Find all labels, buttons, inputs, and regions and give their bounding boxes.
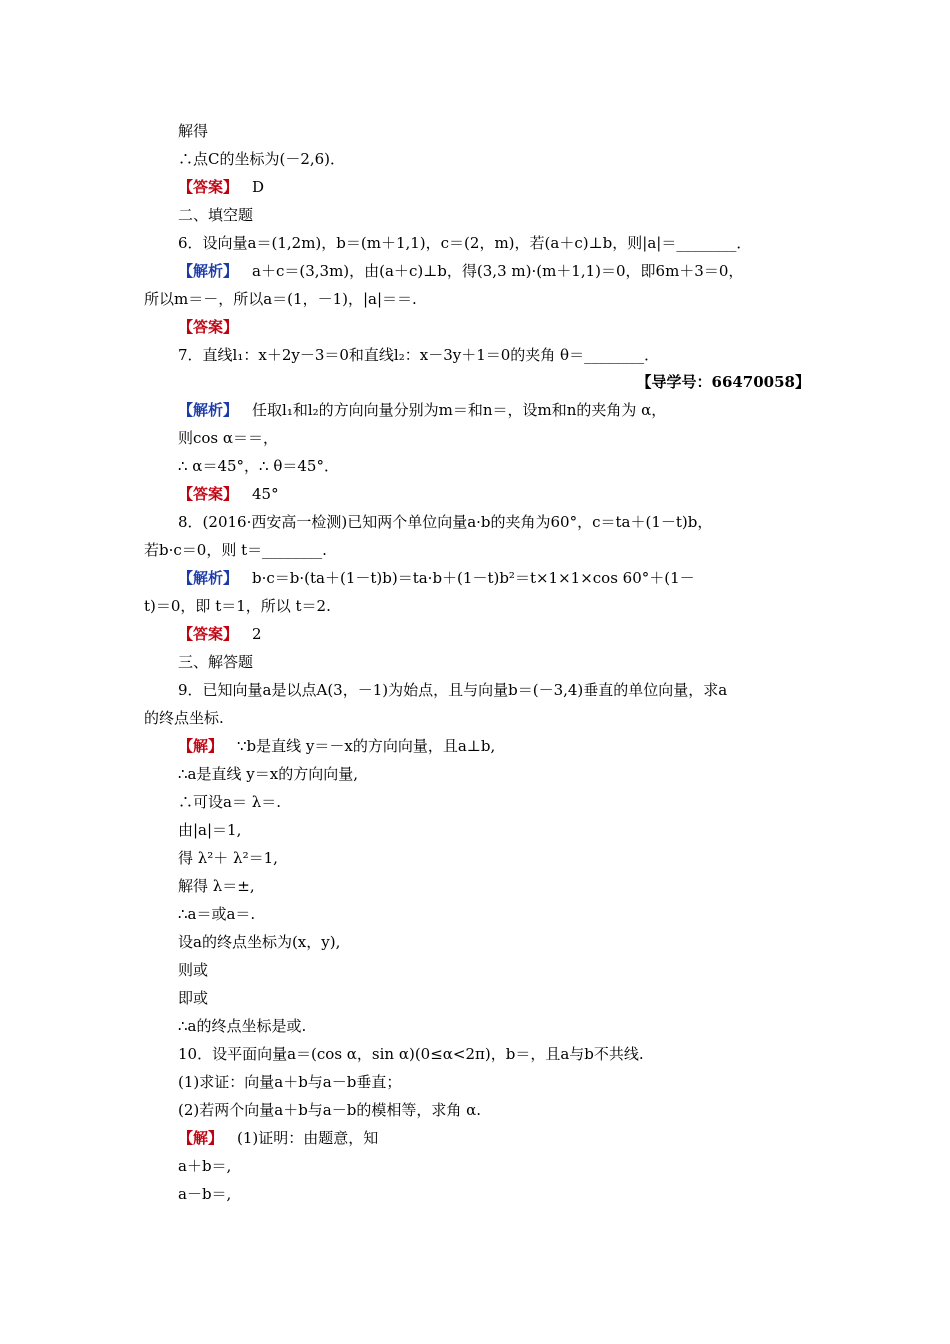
text-line: ∴ α＝45°，∴ θ＝45°． [178,457,339,475]
question-line: 10．设平面向量a＝(cos α，sin α)(0≤α<2π)，b＝，且a与b不共线. [178,1045,644,1063]
text-line: (2)若两个向量a＋b与a－b的模相等，求角 α. [178,1101,482,1119]
answer-text: D [252,178,265,196]
text-line: 若b·c＝0，则 t＝________. [144,541,327,559]
answer-tag: 【答案】 [178,178,239,196]
answer-tag: 【答案】 [178,318,239,336]
analysis-tag: 【解析】 [178,401,239,419]
text-line: ∴a是直线 y＝x的方向向量, [178,765,358,783]
text-line: 则cos α＝＝， [178,429,279,447]
text-line: a－b＝, [178,1185,232,1203]
text-line: (1)求证：向量a＋b与a－b垂直； [178,1073,402,1091]
text-line: 由|a|＝1, [178,821,242,839]
answer-line [178,176,264,198]
solution-line [178,735,495,757]
analysis-line [178,567,695,589]
question-line: 6．设向量a＝(1,2m)，b＝(m＋1,1)，c＝(2，m)，若(a＋c)⊥b，则|a|＝________． [178,234,752,252]
question-line: 8．(2016·西安高一检测)已知两个单位向量a·b的夹角为60°，c＝ta＋(1－t)b， [178,513,713,531]
analysis-line [178,399,666,421]
solution-tag: 【解】 [178,737,224,755]
analysis-tag: 【解析】 [178,262,239,280]
text-line: 即或 [178,989,209,1007]
text-line: 所以m＝－，所以a＝(1，－1)，|a|＝＝. [144,290,417,308]
text-line: 得 λ²＋ λ²＝1, [178,849,278,867]
text-line: t)＝0，即 t＝1，所以 t＝2. [144,597,331,615]
text-line: ∴a＝或a＝. [178,905,256,923]
solution-text: (1)证明：由题意，知 [237,1129,379,1147]
analysis-text: 任取l₁和l₂的方向向量分别为m＝和n＝，设m和n的夹角为 α， [252,401,667,419]
section-heading: 二、填空题 [178,206,254,224]
question-line: 7．直线l₁：x＋2y－3＝0和直线l₂：x－3y＋1＝0的夹角 θ＝________． [178,346,660,364]
analysis-tag: 【解析】 [178,569,239,587]
answer-tag: 【答案】 [178,625,239,643]
analysis-text: b·c＝b·(ta＋(1－t)b)＝ta·b＋(1－t)b²＝t×1×1×cos 60°＋(1－ [252,569,695,587]
text-line: a＋b＝, [178,1157,232,1175]
section-heading: 三、解答题 [178,653,254,671]
solution-text: ∵b是直线 y＝－x的方向向量，且a⊥b, [237,737,496,755]
text-line: 的终点坐标. [144,709,224,727]
answer-line [178,483,279,505]
analysis-text: a＋c＝(3,3m)，由(a＋c)⊥b，得(3,3 m)·(m＋1,1)＝0，即6m＋3＝0， [252,262,744,280]
solution-tag: 【解】 [178,1129,224,1147]
answer-text: 45° [252,485,279,503]
solution-line [178,1127,378,1149]
text-line: ∴点C的坐标为(－2,6)． [178,150,346,168]
text-line: ∴a的终点坐标是或. [178,1017,307,1035]
answer-tag: 【答案】 [178,485,239,503]
text-line: 解得 [178,122,209,140]
question-line: 9．已知向量a是以点A(3，－1)为始点，且与向量b＝(－3,4)垂直的单位向量，求a [178,681,728,699]
text-line: 则或 [178,961,209,979]
text-line: 设a的终点坐标为(x，y), [178,933,341,951]
text-line: 解得 λ＝±, [178,877,255,895]
answer-line [178,623,262,645]
analysis-line [178,260,743,282]
answer-line [178,316,238,338]
answer-text: 2 [252,625,262,643]
text-line: ∴可设a＝ λ＝. [178,793,281,811]
guide-number: 【导学号：66470058】 [636,373,810,391]
